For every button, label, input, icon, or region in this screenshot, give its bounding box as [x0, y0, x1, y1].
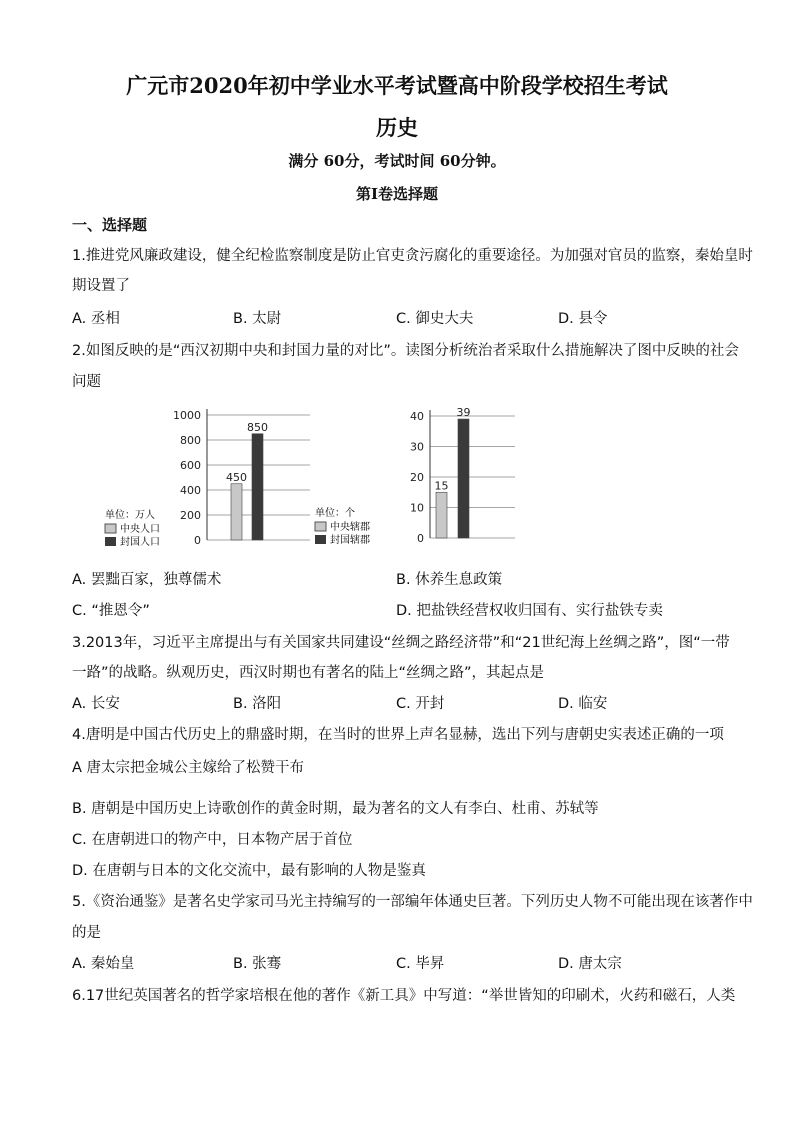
question-3-option-b: B. 洛阳 [233, 696, 282, 712]
chart-1-bar-1 [231, 484, 242, 540]
chart-2-y-tick-label: 30 [410, 440, 424, 454]
chart-1-y-tick-label: 0 [194, 534, 201, 547]
chart-1-y-tick-label: 600 [180, 459, 201, 472]
chart-1-legend-label-2: 封国人口 [120, 537, 160, 548]
question-1-option-a: A. 丞相 [72, 311, 120, 327]
chart-1-legend-label-1: 中央人口 [120, 524, 160, 535]
chart-2-bar-1 [436, 492, 447, 538]
chart-2-legend-swatch-1 [315, 522, 326, 531]
chart-2-y-tick-label: 40 [410, 410, 424, 423]
question-2-option-d: D. 把盐铁经营权收归国有、实行盐铁专卖 [396, 603, 663, 619]
population-bar-chart [95, 395, 320, 555]
question-3-option-d: D. 临安 [558, 696, 608, 712]
question-3-option-a: A. 长安 [72, 696, 120, 712]
chart-2-y-tick-label: 10 [410, 501, 424, 515]
question-5-option-b: B. 张骞 [233, 956, 282, 972]
question-1-line-1: 1.推进党风廉政建设，健全纪检监察制度是防止官吏贪污腐化的重要途径。为加强对官员的监察，秦始皇时 [72, 248, 753, 264]
question-1-option-d: D. 县令 [558, 311, 608, 327]
chart-2-legend-label-2: 封国辖郡 [330, 535, 370, 546]
exam-title: 广元市2020年初中学业水平考试暨高中阶段学校招生考试 [126, 73, 668, 98]
chart-1-bar-2 [252, 434, 263, 540]
question-3-line-2: 一路”的战略。纵观历史，西汉时期也有著名的陆上“丝绸之路”，其起点是 [72, 665, 545, 681]
question-4-option-b: B. 唐朝是中国历史上诗歌创作的黄金时期，最为著名的文人有李白、杜甫、苏轼等 [72, 801, 599, 817]
question-4-line-1: 4.唐明是中国古代历史上的鼎盛时期，在当时的世界上声名显赫，选出下列与唐朝史实表述正确的一项 [72, 727, 724, 743]
chart-1-y-tick-label: 200 [180, 509, 201, 522]
question-1-option-c: C. 御史大夫 [396, 311, 474, 327]
chart-1-y-tick-label: 400 [180, 484, 201, 497]
chart-2-legend-label-1: 中央辖郡 [330, 522, 370, 533]
question-5-option-a: A. 秦始皇 [72, 956, 135, 972]
question-4-option-a: A 唐太宗把金城公主嫁给了松赞干布 [72, 760, 305, 776]
chart-2-bar-2 [458, 419, 469, 538]
chart-1-bar-value-2: 850 [247, 420, 268, 434]
chart-1-unit-label: 单位：万人 [105, 510, 155, 521]
chart-2-y-tick-label: 20 [410, 471, 424, 484]
question-2-line-1: 2.如图反映的是“西汉初期中央和封国力量的对比”。读图分析统治者采取什么措施解决了图中反映的社会 [72, 343, 739, 359]
volume-title: 第Ⅰ卷选择题 [355, 185, 439, 203]
chart-2-unit-label: 单位：个 [315, 508, 355, 519]
exam-info: 满分 60分，考试时间 60分钟。 [288, 152, 506, 170]
chart-1-legend-swatch-1 [105, 524, 116, 533]
chart-1-legend-swatch-2 [105, 537, 116, 546]
question-4-option-d: D. 在唐朝与日本的文化交流中，最有影响的人物是鉴真 [72, 863, 426, 879]
question-4-option-c: C. 在唐朝进口的物产中，日本物产居于首位 [72, 832, 353, 848]
question-5-line-2: 的是 [72, 925, 101, 941]
question-6-line-1: 6.17世纪英国著名的哲学家培根在他的著作《新工具》中写道：“举世皆知的印刷术，火药和磁石，人类 [72, 988, 736, 1004]
prefecture-bar-chart [310, 398, 525, 558]
question-5-option-c: C. 毕昇 [396, 956, 445, 972]
chart-1-y-tick-label: 1000 [173, 409, 201, 422]
question-5-option-d: D. 唐太宗 [558, 956, 622, 972]
chart-2-bar-value-1: 15 [434, 479, 449, 493]
question-1-line-2: 期设置了 [72, 278, 130, 294]
question-2-option-b: B. 休养生息政策 [396, 572, 503, 588]
question-2-option-a: A. 罢黜百家，独尊儒术 [72, 572, 222, 588]
subject-title: 历史 [376, 115, 418, 140]
question-3-line-1: 3.2013年，习近平主席提出与有关国家共同建设“丝绸之路经济带”和“21世纪海上丝绸之路”，图“一带 [72, 635, 730, 651]
question-2-option-c: C. “推恩令” [72, 603, 150, 619]
question-1-option-b: B. 太尉 [233, 311, 282, 327]
chart-2-y-tick-label: 0 [417, 532, 424, 545]
chart-1-y-tick-label: 800 [180, 434, 201, 447]
chart-2-legend-swatch-2 [315, 535, 326, 544]
question-2-line-2: 问题 [72, 374, 101, 390]
chart-1-bar-value-1: 450 [226, 470, 247, 484]
section-title: 一、选择题 [72, 216, 148, 234]
question-3-option-c: C. 开封 [396, 696, 445, 712]
question-5-line-1: 5.《资治通鉴》是著名史学家司马光主持编写的一部编年体通史巨著。下列历史人物不可能出现在该著作中 [72, 894, 753, 910]
chart-2-bar-value-2: 39 [456, 406, 471, 420]
